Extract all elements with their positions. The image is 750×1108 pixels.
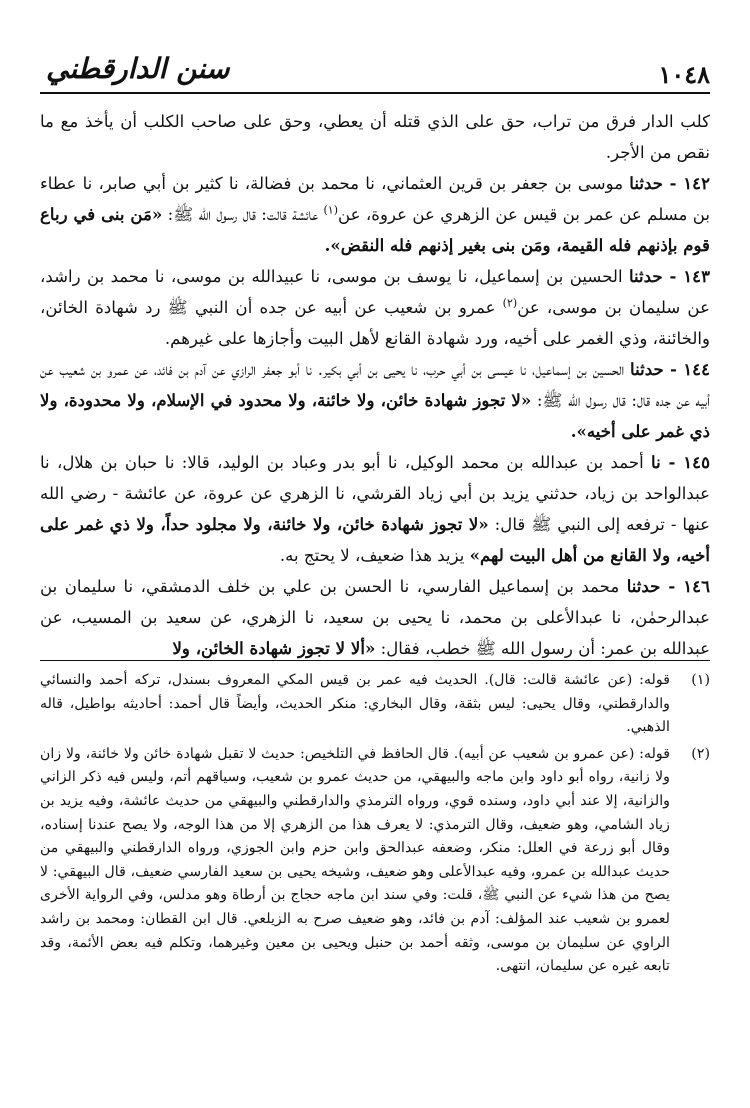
footnote-line: والنسائي والدارقطني، وقال يحيى: ليس بثقة، وقال البخاري: منكر الحديث، وأيضاً قال أحمد:: [40, 672, 671, 712]
isnad-text: عمرو بن شعيب عن أبيه عن جده أن النبي ﷺ رد شهادة الخائن، والخائنة، وذي الغمر على أخيه، ورد شهادة القانع لأهل البيت وأجازها على غيرهم.: [40, 298, 710, 348]
footnote-1: [40, 669, 710, 740]
footnote-2: [40, 743, 710, 979]
footnote-line: وسياقهم أتم، وليس فيه ذكر الزاني والزانية، إلا عند أبي داود، وسنده قوي، ورواه الترمذي: [40, 769, 670, 809]
hadith-number: ١٤٦ - حدثنا: [626, 576, 710, 596]
hadith-matn: «ألا لا تجوز شهادة الخائن، ولا: [172, 638, 376, 658]
isnad-text: أحمد بن عبدالله بن محمد الوكيل، نا أبو بدر وعباد بن الوليد، قالا: نا حبان بن هلال، نا عبدالواحد بن زياد، حدثني يزيد بن أبي زياد القرشي، نا الزهري عن عروة، عن عائشة - رضي الله عنها - ترفعه إلى النبي ﷺ قال:: [40, 453, 711, 534]
hadith-number: ١٤٣ - حدثنا: [628, 266, 711, 286]
hadith-144: [40, 354, 710, 447]
hadith-146: [40, 571, 710, 664]
commentary-text: يزيد هذا ضعيف، لا يحتج به.: [279, 546, 465, 565]
footnote-line: لا يعرف هذا من الزهري إلا من هذا الوجه، ولا يصح عندنا إسناده، وقال أبو زرعة في العلل:: [40, 816, 670, 857]
page-header: [40, 52, 710, 94]
main-text: [40, 106, 710, 664]
footnote-line: ابن القطان: ومحمد بن راشد الراوي عن سليمان بن موسى، وثقه أحمد بن حنبل ويحيى بن: [40, 910, 670, 951]
hadith-matn: «لا تجوز شهادة خائن، ولا خائنة، ولا مجلود حداً، ولا ذي غمر على أخيه، ولا القانع من أهل البيت لهم»: [40, 514, 710, 565]
footnote-line: والدارقطني والبيهقي من حديث عائشة، وفيه يزيد بن زياد الشامي، وهو ضعيف، وقال الترمذي:: [40, 792, 670, 833]
footnote-line: قوله: (عن عمرو بن شعيب عن أبيه). قال الحافظ في التلخيص: حديث لا تقبل شهادة خائن: [143, 745, 671, 762]
footnote-line: معين وغيرهما، وتكلم فيه بعض الأئمة، وقد تابعه غيره عن سليمان، انتهى.: [40, 934, 670, 975]
footnote-text: [40, 669, 670, 740]
paragraph-continuation: [40, 106, 710, 168]
hadith-143: [40, 261, 710, 354]
footnote-ref-1[interactable]: (١): [323, 203, 339, 217]
footnote-line: أحاديثه بواطيل، قاله الذهبي.: [40, 695, 670, 736]
isnad-text: الحسين بن إسماعيل، نا عيسى بن أبي حرب، نا يحيى بن أبي بكير. نا أبو جعفر الرازي عن آدم بن فائد، عن عمرو بن شعيب عن أبيه عن جده قال: قال رسول الله ﷺ:: [40, 360, 710, 410]
hadith-number: ١٤٤ - حدثنا: [630, 359, 710, 379]
footnote-line: يصح من هذا شيء عن النبي ﷺ، قلت: وفي سند ابن ماجه حجاج بن أرطاة وهو مدلس، وفي: [128, 887, 670, 904]
isnad-text: محمد بن إسماعيل الفارسي، نا الحسن بن علي بن خلف الدمشقي، نا سليمان بن عبدالرحمٰن، نا عبدالأعلى بن محمد، نا يحيى بن سعيد، نا الزهري، عن سعيد بن المسيب، عن عبدالله بن عمر: أن رسول الله ﷺ خطب، فقال:: [40, 577, 710, 658]
paragraph-text: كلب الدار فرق من تراب، حق على الذي قتله أن يعطي، وحق على صاحب الكلب أن يأخذ مع ما نقص من الأجر.: [40, 112, 710, 162]
footnote-line: منكر، وضعفه عبدالحق وابن حزم وابن الجوزي، ورواه الدارقطني والبيهقي من حديث عبدالله بن: [40, 840, 670, 880]
footnotes-section: [40, 660, 710, 982]
hadith-145: [40, 447, 710, 571]
hadith-number: ١٤٥ - نا: [651, 452, 710, 472]
isnad-text: عائشة قالت: قال رسول الله ﷺ:: [167, 205, 319, 224]
hadith-142: [40, 168, 710, 261]
page-content: [40, 52, 710, 664]
footnote-line: عمرو، وفيه عبدالأعلى وهو ضعيف، وشيخه يحيى بن سعيد الفارسي ضعيف، قال البيهقي: لا: [40, 863, 567, 880]
isnad-text: موسى بن جعفر بن قرين العثماني، نا محمد بن فضالة، نا كثير بن أبي صابر، نا عطاء بن مسلم عن عمر بن قيس عن الزهري عن عروة، عن: [40, 174, 710, 224]
footnote-line: ولا خائنة، ولا زان ولا زانية، رواه أبو داود وابن ماجه والبيهقي، من حديث عمرو بن شعيب،: [40, 745, 671, 786]
hadith-matn: «مَن بنى في رباع قوم بإذنهم فله القيمة، ومَن بنى بغير إذنهم فله النقض».: [40, 204, 710, 255]
footnote-line: الرواية الأخرى لعمرو بن شعيب عند المؤلف: آدم بن فائد، وهو ضعيف صرح به الزيلعي. قال: [40, 887, 670, 927]
isnad-text: الحسين بن إسماعيل، نا يوسف بن موسى، نا عبيدالله بن موسى، نا محمد بن راشد، عن سليمان بن موسى، عن: [40, 267, 710, 317]
hadith-matn: «لا تجوز شهادة خائن، ولا خائنة، ولا محدود في الإسلام، ولا محدودة، ولا ذي غمر على أخيه».: [40, 390, 710, 441]
footnote-number: (٢): [691, 745, 710, 762]
footnote-number: (١): [691, 672, 710, 688]
page-number: ١٠٤٨: [658, 60, 710, 89]
header-rule: [40, 92, 710, 94]
hadith-number: ١٤٢ - حدثنا: [629, 173, 710, 193]
footnote-text: [40, 743, 670, 979]
footnote-divider: [40, 660, 710, 661]
running-title: سنن الدارقطني: [46, 52, 230, 85]
footnote-ref-2[interactable]: (٢): [502, 296, 518, 310]
footnote-line: قوله: (عن عائشة قالت: قال). الحديث فيه عمر بن قيس المكي المعروف بسندل، تركه أحمد: [99, 672, 670, 688]
